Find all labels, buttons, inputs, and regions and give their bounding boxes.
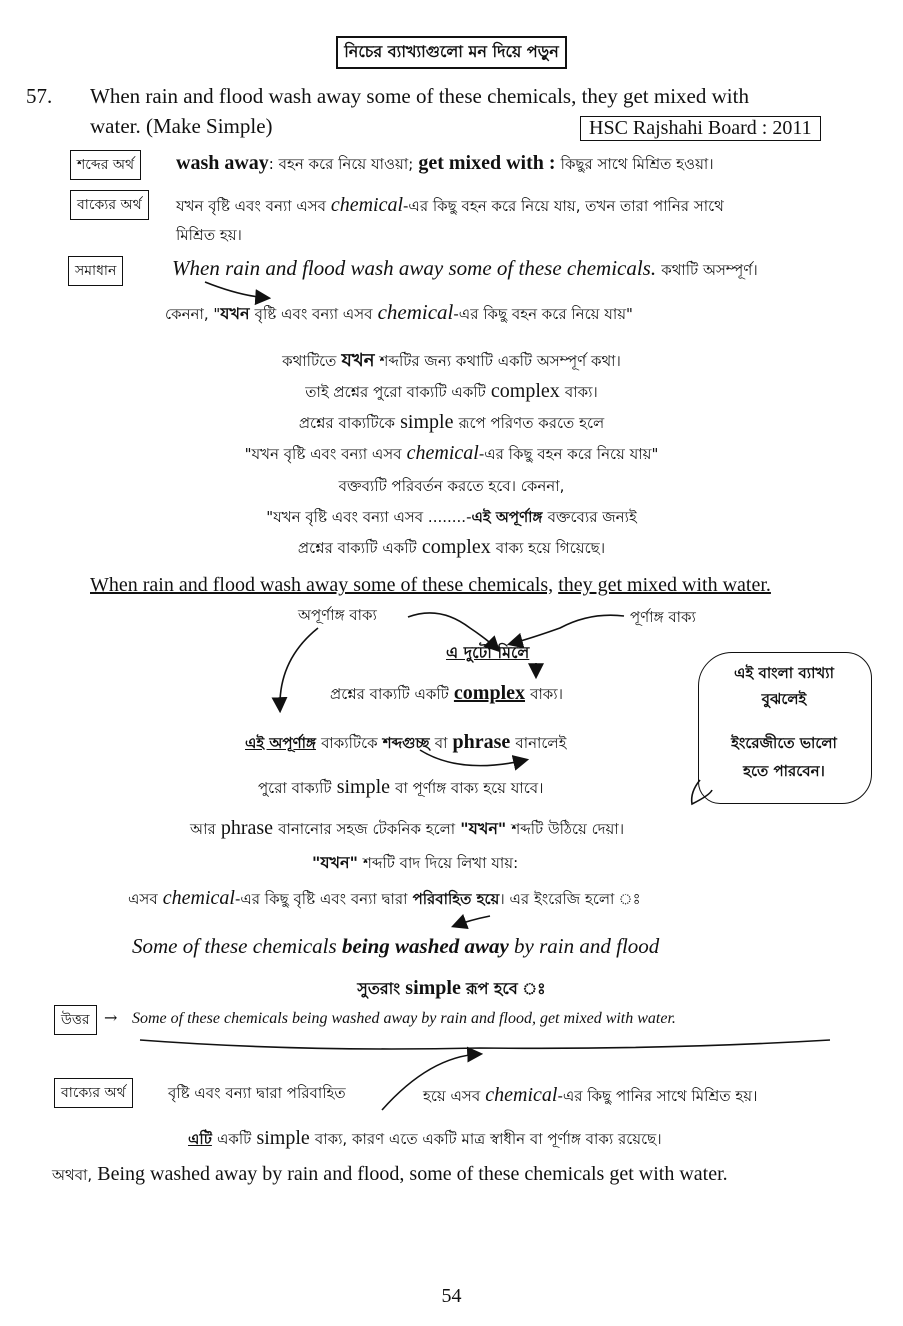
these-mid: -এর কিছু বৃষ্টি এবং বন্যা দ্বারা <box>234 890 408 908</box>
arrow-complete <box>510 615 624 644</box>
meaning-get-mixed: কিছুর সাথে মিশ্রিত হওয়া। <box>560 155 714 173</box>
label-incomplete: অপূর্ণাঙ্গ বাক্য <box>298 606 377 624</box>
because-term: chemical <box>377 300 454 324</box>
because-word: যখন <box>220 304 250 323</box>
answer-tag: উত্তর <box>54 1005 97 1035</box>
meaning-wash-away: : বহন করে নিয়ে যাওয়া; <box>268 155 414 173</box>
question-number: 57. <box>26 84 53 108</box>
l3-en: simple <box>400 411 454 433</box>
technique-mid: বানানোর সহজ টেকনিক হলো <box>278 820 456 838</box>
phrase-sentence-c: by rain and flood <box>514 934 660 958</box>
note-word: এটি <box>188 1130 212 1148</box>
l1-pre: কথাটিতে <box>282 352 337 370</box>
phrase-post: বানালেই <box>515 734 567 752</box>
l3-pre: প্রশ্নের বাক্যটিকে <box>298 414 396 432</box>
arrow-left-curve <box>280 628 318 710</box>
am-pre: হয়ে এসব <box>423 1087 481 1105</box>
bubble-line4: হতে পারবেন। <box>743 762 825 780</box>
am-term: chemical <box>485 1084 558 1106</box>
answer-text: Some of these chemicals being washed away by rain and flood, get mixed with water. <box>132 1010 676 1027</box>
together-label: এ দুটো মিলে <box>446 643 530 662</box>
therefore-en: simple <box>405 977 461 999</box>
bubble-line2: বুঝলেই <box>761 690 807 708</box>
l2-pre: তাই প্রশ্নের পুরো বাক্যটি একটি <box>305 383 486 401</box>
sentence-meaning-line2: মিশ্রিত হয়। <box>176 226 242 244</box>
bubble-line1: এই বাংলা ব্যাখ্যা <box>734 664 834 682</box>
bubble-line3: ইংরেজীতে ভালো <box>731 734 837 752</box>
answer-meaning-part1: বৃষ্টি এবং বন্যা দ্বারা পরিবাহিত <box>168 1084 346 1102</box>
these-bold: পরিবাহিত হয়ে <box>412 890 500 908</box>
term-get-mixed: get mixed with : <box>418 152 556 174</box>
label-complete: পূর্ণাঙ্গ বাক্য <box>630 608 696 626</box>
arrow-answer-meaning <box>382 1054 480 1110</box>
phrase-mid: বাক্যটিকে <box>321 734 378 752</box>
solution-line5: বক্তব্যটি পরিবর্তন করতে হবে। কেননা, <box>338 477 565 495</box>
complex-pre: প্রশ্নের বাক্যটি একটি <box>330 685 449 703</box>
solution-tag: সমাধান <box>68 256 123 286</box>
phrase-sentence-a: Some of these chemicals <box>132 934 337 958</box>
note-post: বাক্য, কারণ এতে একটি মাত্র স্বাধীন বা পূর্ণাঙ্গ বাক্য রয়েছে। <box>314 1130 662 1148</box>
question-line2: water. (Make Simple) <box>90 114 273 138</box>
l7-en: complex <box>421 536 491 558</box>
therefore-post: রূপ হবে ঃ <box>465 979 546 998</box>
solution-clause-en: When rain and flood wash away some of these chemicals. <box>172 256 657 280</box>
phrase-or: বা <box>434 734 448 752</box>
technique-pre: আর <box>190 820 216 838</box>
solution-clause-bn: কথাটি অসম্পূর্ণ। <box>661 261 758 279</box>
sm-post: -এর কিছু বহন করে নিয়ে যায়, তখন তারা পানির সাথে <box>403 197 724 215</box>
because-mid: বৃষ্টি এবং বন্যা এসব <box>254 305 373 323</box>
complex-en: complex <box>453 682 526 704</box>
therefore-pre: সুতরাং <box>357 979 401 998</box>
alternative-pre: অথবা, <box>52 1166 93 1184</box>
l6-post: বক্তব্যের জন্যই <box>547 508 637 526</box>
because-post: -এর কিছু বহন করে নিয়ে যায়" <box>453 305 633 323</box>
answer-meaning-tag: বাক্যের অর্থ <box>54 1078 133 1108</box>
l3-post: রূপে পরিণত করতে হলে <box>458 414 605 432</box>
l1-post: শব্দটির জন্য কথাটি একটি অসম্পূর্ণ কথা। <box>379 352 621 370</box>
brace-answer <box>140 1040 830 1049</box>
l2-post: বাক্য। <box>564 383 598 401</box>
am-post: -এর কিছু পানির সাথে মিশ্রিত হয়। <box>557 1087 758 1105</box>
l2-en: complex <box>490 380 560 402</box>
answer-arrow-icon: → <box>104 1008 118 1027</box>
phrase-word: শব্দগুচ্ছ <box>382 734 430 752</box>
note-pre: একটি <box>216 1130 252 1148</box>
l7-post: বাক্য হয়ে গিয়েছে। <box>495 539 606 557</box>
note-en: simple <box>256 1127 310 1149</box>
phrase-en: phrase <box>452 731 511 753</box>
drop-post: শব্দটি বাদ দিয়ে লিখা যায়: <box>363 854 519 872</box>
question-line1: When rain and flood wash away some of these chemicals, they get mixed with <box>90 84 749 108</box>
arrow-phrase <box>420 750 526 766</box>
becomes-post: বা পূর্ণাঙ্গ বাক্য হয়ে যাবে। <box>395 779 544 797</box>
l4-post: -এর কিছু বহন করে নিয়ে যায়" <box>478 445 659 463</box>
page-number: 54 <box>441 1285 462 1307</box>
complex-post: বাক্য। <box>530 685 564 703</box>
these-post: । এর ইংরেজি হলো ঃ <box>499 890 641 908</box>
becomes-en: simple <box>336 776 391 798</box>
arrow-incomplete <box>408 613 498 650</box>
full-sentence-a: When rain and flood wash away some of these chemicals, <box>90 574 554 596</box>
technique-en: phrase <box>220 817 274 839</box>
sm-pre: যখন বৃষ্টি এবং বন্যা এসব <box>176 197 327 215</box>
sm-term: chemical <box>330 194 404 216</box>
arrow-when <box>205 282 268 298</box>
these-pre: এসব <box>128 890 158 908</box>
arrow-being <box>454 916 490 926</box>
l6-pre: "যখন বৃষ্টি এবং বন্যা এসব ........- <box>266 508 472 526</box>
because-pre: কেননা, " <box>165 305 221 323</box>
alternative-text: Being washed away by rain and flood, some of these chemicals get with water. <box>97 1163 728 1185</box>
l4-pre: "যখন বৃষ্টি এবং বন্যা এসব <box>244 445 402 463</box>
l1-word: যখন <box>341 350 375 371</box>
term-wash-away: wash away <box>176 152 269 174</box>
l4-term: chemical <box>406 442 479 464</box>
technique-post: শব্দটি উঠিয়ে দেয়া। <box>511 820 625 838</box>
l6-mid: এই অপূর্ণাঙ্গ <box>471 508 543 526</box>
becomes-pre: পুরো বাক্যটি <box>258 779 332 797</box>
l7-pre: প্রশ্নের বাক্যটি একটি <box>297 539 417 557</box>
full-sentence-b: they get mixed with water. <box>558 574 771 596</box>
phrase-sentence-b: being washed away <box>341 934 509 958</box>
sentence-meaning-tag: বাক্যের অর্থ <box>70 190 149 220</box>
bubble-tail <box>692 780 712 804</box>
these-term: chemical <box>162 887 235 909</box>
drop-word: "যখন" <box>312 853 358 872</box>
word-meaning-tag: শব্দের অর্থ <box>70 150 141 180</box>
phrase-pre: এই অপূর্ণাঙ্গ <box>245 734 316 752</box>
technique-word: "যখন" <box>460 819 507 838</box>
header-box: নিচের ব্যাখ্যাগুলো মন দিয়ে পড়ুন <box>336 36 567 69</box>
board-label: HSC Rajshahi Board : 2011 <box>580 116 821 141</box>
